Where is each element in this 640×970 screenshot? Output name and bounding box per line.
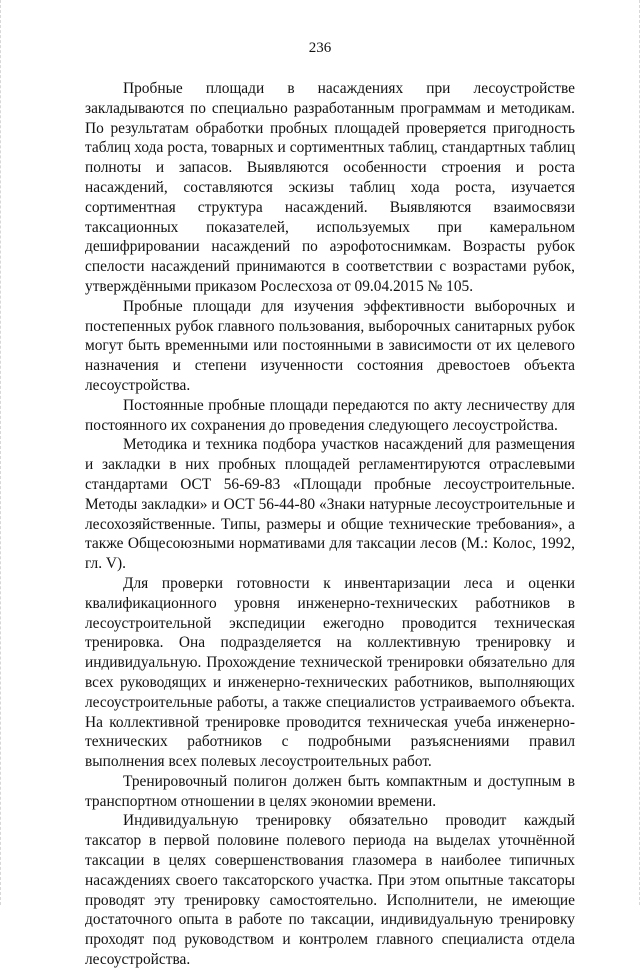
- document-body: [85, 79, 575, 970]
- paragraph-4: Методика и техника подбора участков насаждений для размещения и закладки в них пробных площадей регламентируются отраслевыми стандартами ОСТ 56-69-83 «Площади пробные лесоустроительные. Методы закладки» и ОСТ 56-44-80 «Знаки натурные лесоустроительные и лесохозяйственные. Типы, размеры и общие технические требования», а также Общесоюзными нормативами для таксации лесов (М.: Колос, 1992, гл. V).: [85, 436, 575, 573]
- page-number: 236: [308, 40, 332, 56]
- paragraph-7: Индивидуальную тренировку обязательно проводит каждый таксатор в первой половине полевого периода на выделах уточнённой таксации в целях совершенствования глазомера в наиболее типичных насаждениях своего таксаторского участка. При этом опытные таксаторы проводят эту тренировку самостоятельно. Исполнители, не имеющие достаточного опыта в работе по таксации, индивидуальную тренировку проходят под руководством и контролем главного специалиста отдела лесоустройства.: [85, 812, 575, 969]
- paragraph-6: Тренировочный полигон должен быть компактным и доступным в транспортном отношении в целях экономии времени.: [85, 772, 575, 810]
- paragraph-5: Для проверки готовности к инвентаризации леса и оценки квалификационного уровня инженерно-технических работников в лесоустроительной экспедиции ежегодно проводится техническая тренировка. Она подразделяется на коллективную тренировку и индивидуальную. Прохождение технической тренировки обязательно для всех руководящих и инженерно-технических работников, выполняющих лесоустроительные работы, а также специалистов устраиваемого объекта. На коллективной тренировке проводится техническая учеба инженерно-технических работников с подробными разъяснениями правил выполнения всех полевых лесоустроительных работ.: [85, 574, 575, 771]
- paragraph-2: Пробные площади для изучения эффективности выборочных и постепенных рубок главного пользования, выборочных санитарных рубок могут быть временными или постоянными в зависимости от их целевого назначения и степени изученности состояния древостоев объекта лесоустройства.: [85, 297, 575, 394]
- paragraph-3: Постоянные пробные площади передаются по акту лесничеству для постоянного их сохранения до проведения следующего лесоустройства.: [85, 396, 575, 434]
- paragraph-1: Пробные площади в насаждениях при лесоустройстве закладываются по специально разработанным программам и методикам. По результатам обработки пробных площадей проверяется пригодность таблиц хода роста, товарных и сортиментных таблиц, стандартных таблиц полноты и запасов. Выявляются особенности строения и роста насаждений, составляются эскизы таблиц хода роста, изучается сортиментная структура насаждений. Выявляются взаимосвязи таксационных показателей, используемых при камеральном дешифрировании насаждений по аэрофотоснимкам. Возрасты рубок спелости насаждений принимаются в соответствии с возрастами рубок, утверждёнными приказом Рослесхоза от 09.04.2015 № 105.: [85, 80, 575, 295]
